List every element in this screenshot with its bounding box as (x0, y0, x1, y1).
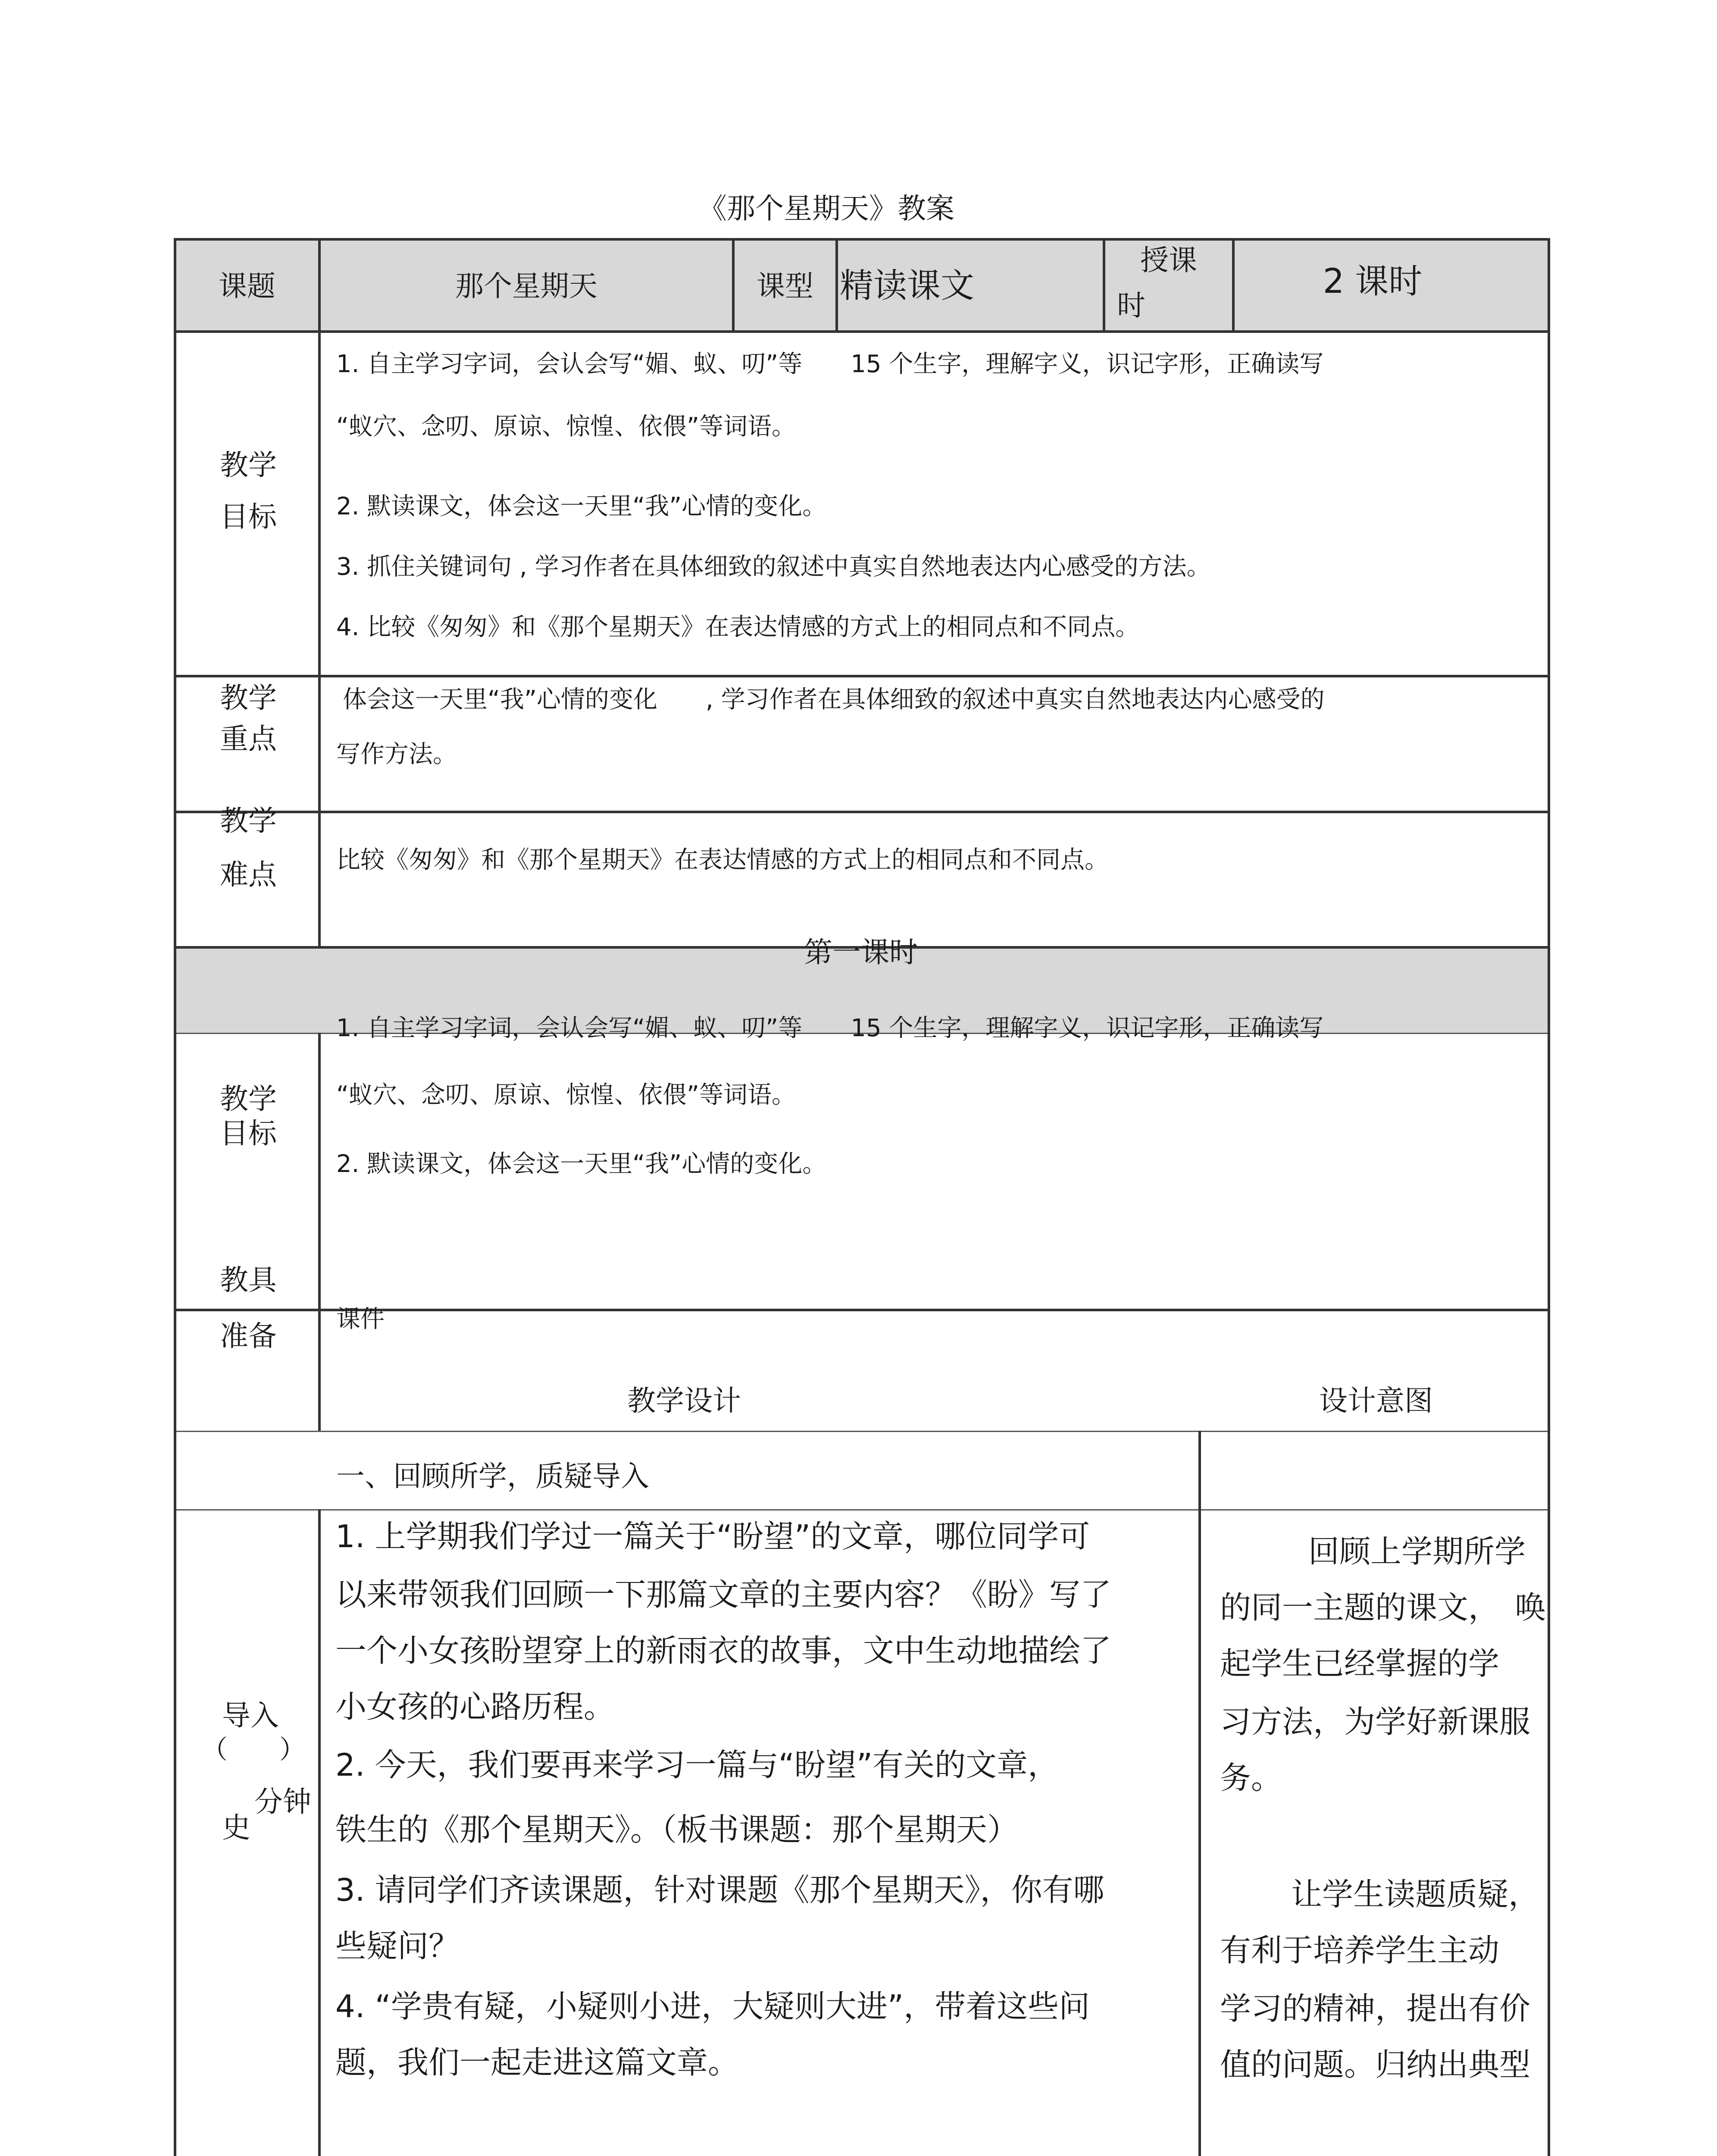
intent-line: 务。 (1220, 1760, 1282, 1796)
objective-item: “蚁穴、念叨、原谅、惊惶、依偎”等词语。 (336, 413, 796, 441)
difficulties-label-line-2: 难点 (220, 858, 277, 891)
intent-line: 值的问题。归纳出典型 (1220, 2046, 1531, 2083)
objectives-label-line-1: 教学 (220, 448, 277, 482)
key-points-text: 写作方法。 (336, 740, 457, 768)
table-line (175, 1431, 1550, 1432)
design-line: 以来带领我们回顾一下那篇文章的主要内容？《盼》写了 (335, 1576, 1112, 1613)
hours-label-line-1: 授课 (1140, 244, 1197, 277)
table-line (175, 330, 1550, 333)
type-value: 精读课文 (839, 266, 974, 305)
design-line: 1. 上学期我们学过一篇关于“盼望”的文章，哪位同学可 (335, 1518, 1090, 1554)
table-line (175, 1509, 1550, 1510)
objective-item: 1. 自主学习字词，会认会写“媚、蚁、叨”等 15 个生字，理解字义，识记字形，正确读写 (336, 350, 1324, 378)
type-label: 课型 (757, 270, 813, 303)
intent-column-divider (1198, 1431, 1201, 2156)
difficulties-label-line-1: 教学 (220, 804, 277, 837)
hours-value: 2 课时 (1323, 262, 1423, 301)
table-line (175, 675, 1550, 677)
table-line (175, 238, 1550, 241)
objective-item: 3. 抓住关键词句 , 学习作者在具体细致的叙述中真实自然地表达内心感受的方法。 (336, 553, 1211, 581)
first-lesson-objective-item: “蚁穴、念叨、原谅、惊惶、依偎”等词语。 (336, 1081, 796, 1109)
intent-line: 让学生读题质疑， (1291, 1876, 1540, 1912)
label-column-divider (318, 1033, 321, 1431)
intent-line: 习方法，为学好新课服 (1220, 1704, 1531, 1740)
first-lesson-heading: 第一课时 (804, 936, 918, 969)
first-lesson-label-line-1: 教学 (220, 1082, 277, 1116)
key-points-text: 体会这一天里“我”心情的变化 , 学习作者在具体细致的叙述中真实自然地表达内心感受的 (343, 686, 1325, 714)
document-title: 《那个星期天》教案 (698, 192, 954, 225)
objective-item: 2. 默读课文，体会这一天里“我”心情的变化。 (336, 492, 827, 520)
design-line: 一个小女孩盼望穿上的新雨衣的故事，文中生动地描绘了 (335, 1633, 1112, 1669)
table-border-left (174, 238, 176, 2156)
history-label: 史 (222, 1811, 250, 1844)
first-lesson-label-line-2: 目标 (220, 1117, 277, 1150)
key-points-label-line-1: 教学 (220, 681, 277, 714)
intent-line: 学习的精神，提出有价 (1220, 1990, 1531, 2027)
table-line (175, 811, 1550, 813)
subject-value: 那个星期天 (455, 270, 597, 303)
label-column-divider (318, 238, 321, 949)
design-line: 4. “学贵有疑，小疑则小进，大疑则大进”，带着这些问 (335, 1988, 1090, 2024)
design-line: 铁生的《那个星期天》。（板书课题：那个星期天） (335, 1811, 1019, 1848)
design-line: 小女孩的心路历程。 (335, 1689, 615, 1725)
first-lesson-objective-item: 1. 自主学习字词，会认会写“媚、蚁、叨”等 15 个生字，理解字义，识记字形，正确读写 (336, 1014, 1324, 1042)
tools-value: 课件 (336, 1305, 385, 1333)
design-line: 2. 今天，我们要再来学习一篇与“盼望”有关的文章， (335, 1747, 1059, 1783)
design-line: 3. 请同学们齐读课题，针对课题《那个星期天》，你有哪 (335, 1872, 1104, 1908)
intent-line: 有利于培养学生主动 (1220, 1932, 1500, 1968)
tools-label-line-1: 教具 (220, 1263, 277, 1297)
intent-line: 起学生已经掌握的学 (1220, 1645, 1500, 1682)
design-line: 题，我们一起走进这篇文章。 (335, 2044, 739, 2081)
difficulties-text: 比较《匆匆》和《那个星期天》在表达情感的方式上的相同点和不同点。 (336, 846, 1109, 874)
objectives-label-line-2: 目标 (220, 500, 277, 533)
tools-label-line-2: 准备 (220, 1319, 277, 1353)
key-points-label-line-2: 重点 (220, 722, 277, 755)
intent-line: 回顾上学期所学 (1308, 1533, 1526, 1570)
subject-label: 课题 (219, 270, 275, 303)
section-title: 一、回顾所学，质疑导入 (336, 1460, 649, 1493)
table-border-right (1548, 238, 1550, 2156)
objective-item: 4. 比较《匆匆》和《那个星期天》在表达情感的方式上的相同点和不同点。 (336, 613, 1140, 641)
first-lesson-objective-item: 2. 默读课文，体会这一天里“我”心情的变化。 (336, 1150, 827, 1178)
label-column-divider (318, 1509, 321, 2156)
intent-line: 的同一主题的课文， 唤 (1220, 1589, 1546, 1626)
lead-in-label: 导入 (222, 1699, 279, 1732)
hours-label-line-2: 时 (1117, 289, 1145, 322)
intent-label: 设计意图 (1319, 1384, 1433, 1417)
design-line: 些疑问？ (335, 1928, 460, 1964)
duration-brackets: （ ） (202, 1735, 305, 1765)
design-label: 教学设计 (627, 1384, 741, 1417)
duration-unit: 分钟 (254, 1785, 311, 1818)
